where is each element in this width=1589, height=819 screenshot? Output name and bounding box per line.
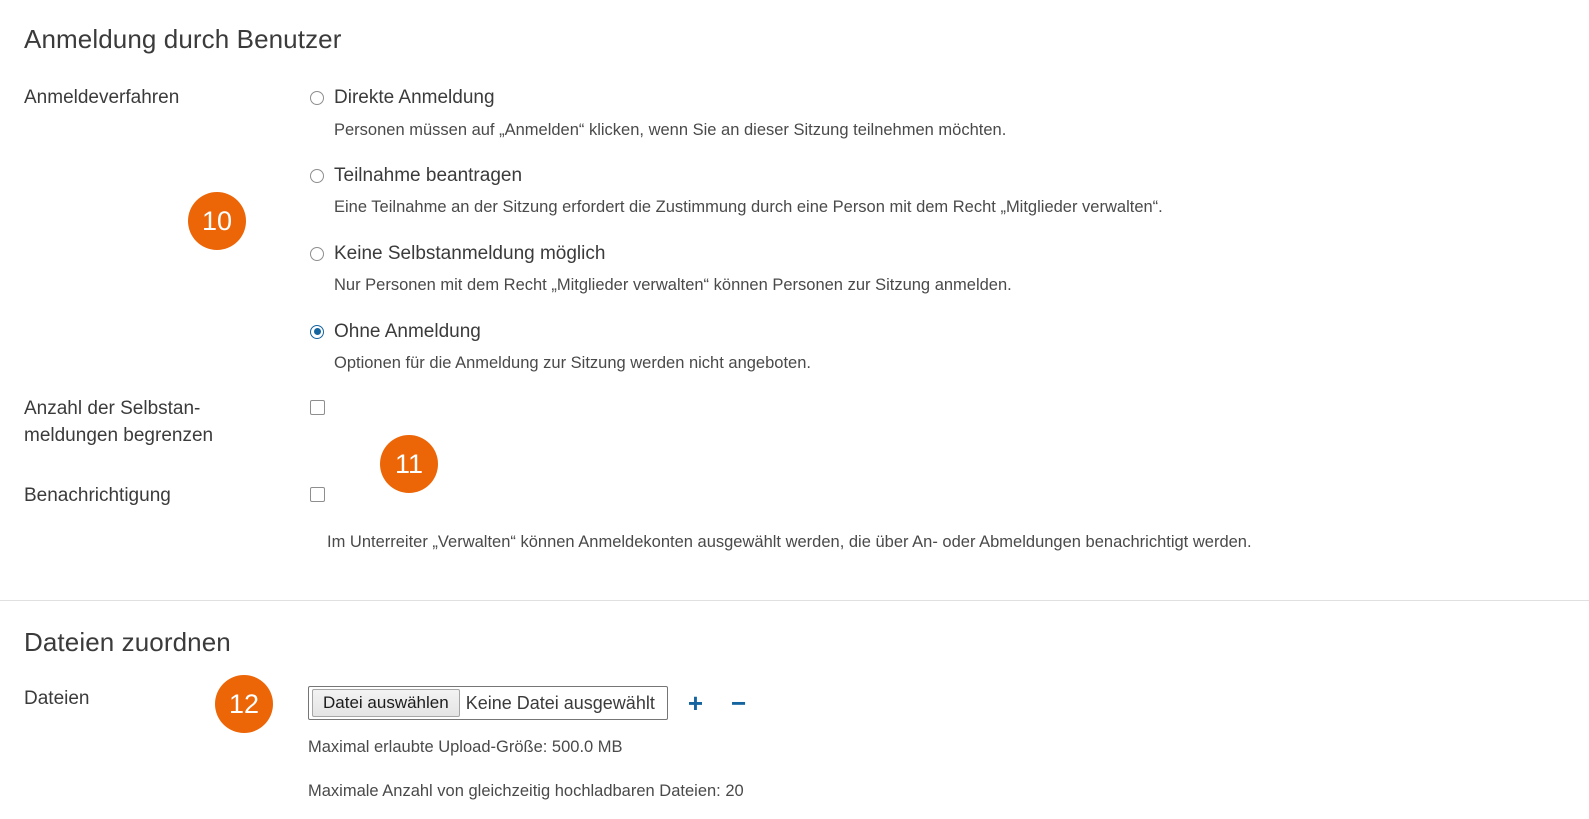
field-notification	[305, 483, 1589, 507]
label-limit-self-registrations	[0, 396, 305, 449]
label-files: Dateien	[24, 688, 90, 709]
radio-option-keine-selbstanmeldung[interactable]	[310, 241, 1589, 268]
radio-icon-teilnahme-beantragen[interactable]	[310, 169, 324, 183]
radio-label-teilnahme-beantragen: Teilnahme beantragen	[334, 164, 523, 186]
radio-icon-keine-selbstanmeldung[interactable]	[310, 247, 324, 261]
radio-label-ohne-anmeldung: Ohne Anmeldung	[334, 320, 481, 342]
row-limit-self-registrations	[0, 396, 1589, 449]
radio-option-ohne-anmeldung[interactable]	[310, 319, 1589, 346]
radio-icon-ohne-anmeldung[interactable]	[310, 325, 324, 339]
help-direkte-anmeldung: Personen müssen auf „Anmelden“ klicken, wenn Sie an dieser Sitzung teilnehmen möchten.	[334, 120, 1007, 139]
radio-option-direkte-anmeldung[interactable]	[310, 85, 1589, 112]
help-ohne-anmeldung: Optionen für die Anmeldung zur Sitzung werden nicht angeboten.	[334, 354, 811, 373]
add-file-icon[interactable]: +	[687, 688, 704, 718]
checkbox-limit-self-registrations[interactable]	[310, 400, 325, 415]
registration-procedure-options	[305, 85, 1589, 390]
label-limit-line1: Anzahl der Selbstan-	[24, 398, 201, 420]
file-input[interactable]	[308, 686, 668, 720]
help-keine-selbstanmeldung: Nur Personen mit dem Recht „Mitglieder verwalten“ können Personen zur Sitzung anmelden.	[334, 276, 1012, 295]
label-registration-procedure: Anmeldeverfahren	[24, 87, 180, 108]
radio-option-teilnahme-beantragen[interactable]	[310, 163, 1589, 190]
field-files	[305, 686, 1589, 803]
step-badge-11: 11	[380, 435, 438, 493]
remove-file-icon[interactable]: −	[731, 688, 747, 718]
file-status-text: Keine Datei ausgewählt	[465, 692, 655, 713]
radio-icon-direkte-anmeldung[interactable]	[310, 91, 324, 105]
field-limit-self-registrations	[305, 396, 1589, 420]
checkbox-notification[interactable]	[310, 487, 325, 502]
help-notification: Im Unterreiter „Verwalten“ können Anmeldekonten ausgewählt werden, die über An- oder Abmeldungen benachrichtigt werden.	[327, 533, 1252, 552]
section-title-assign-files: Dateien zuordnen	[24, 627, 231, 657]
radio-label-direkte-anmeldung: Direkte Anmeldung	[334, 87, 495, 108]
radio-label-keine-selbstanmeldung: Keine Selbstanmeldung möglich	[334, 242, 606, 264]
row-notification	[0, 483, 1589, 510]
step-badge-10: 10	[188, 192, 246, 250]
help-max-upload-size: Maximal erlaubte Upload-Größe: 500.0 MB	[308, 738, 623, 756]
label-notification: Benachrichtigung	[24, 484, 171, 506]
help-max-file-count: Maximale Anzahl von gleichzeitig hochladbaren Dateien: 20	[308, 782, 744, 801]
choose-file-button[interactable]: Datei auswählen	[312, 689, 460, 717]
section-title-user-registration: Anmeldung durch Benutzer	[24, 24, 342, 54]
step-badge-12: 12	[215, 675, 273, 733]
label-limit-line2: meldungen begrenzen	[24, 425, 214, 447]
help-teilnahme-beantragen: Eine Teilnahme an der Sitzung erfordert die Zustimmung durch eine Person mit dem Recht „Mitglieder verwalten“.	[334, 198, 1163, 217]
